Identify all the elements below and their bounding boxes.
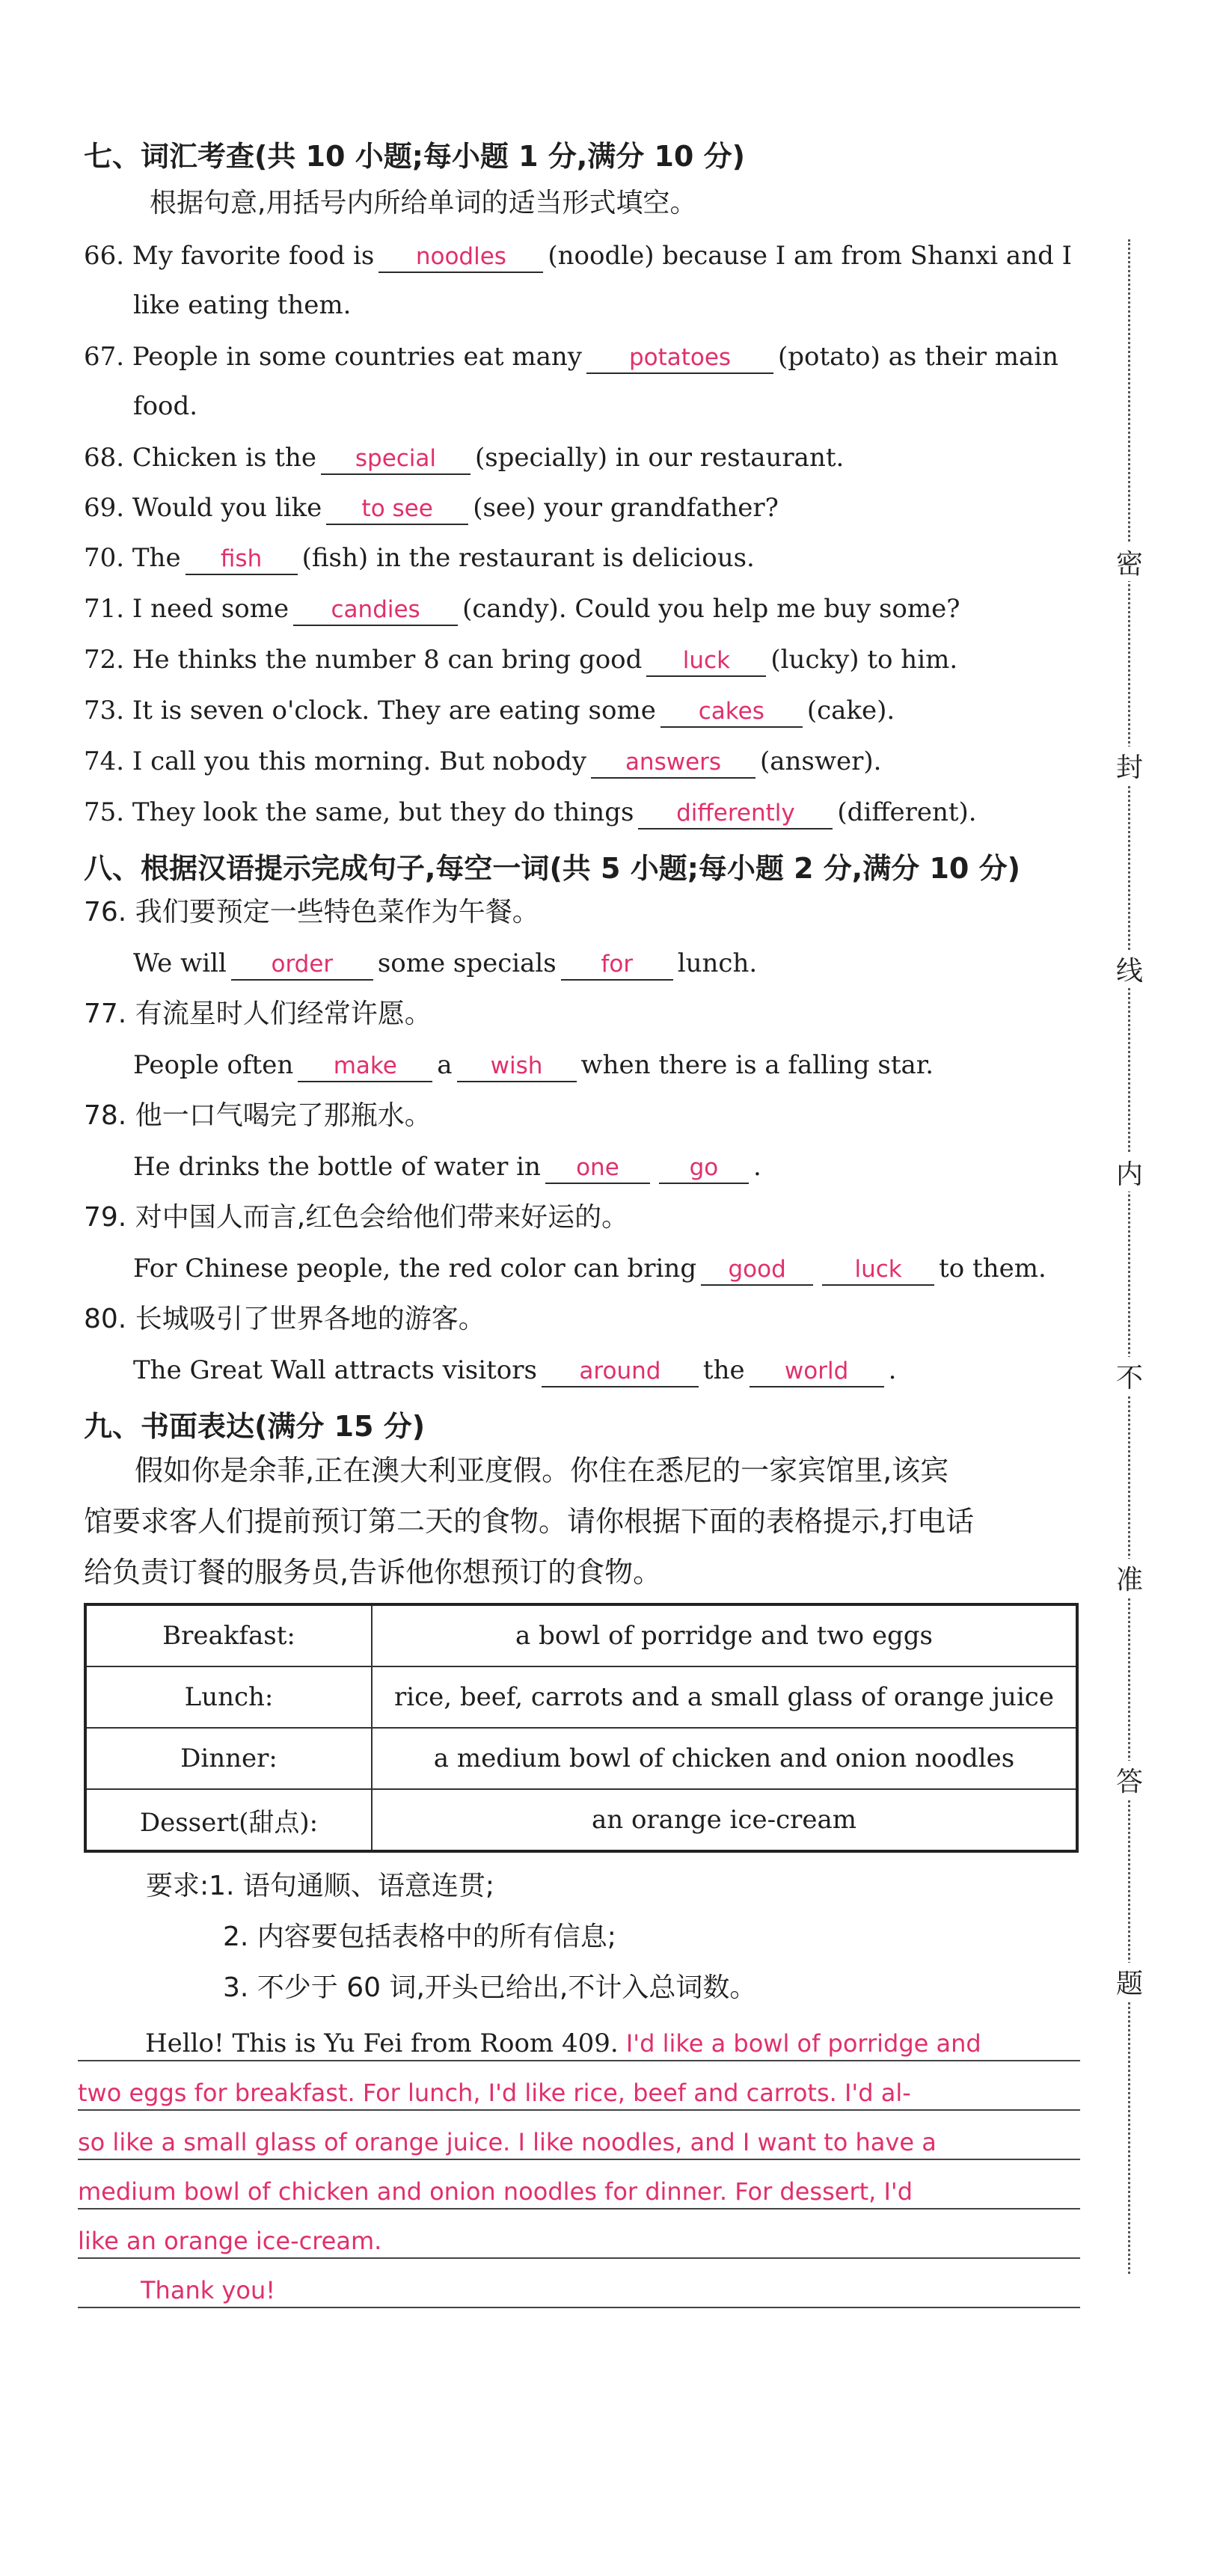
answer-77-2: wish xyxy=(457,1051,577,1082)
question-79-cn: 79. 对中国人而言,红色会给他们带来好运的。 xyxy=(84,1202,629,1233)
question-78: He drinks the bottle of water in one go . xyxy=(133,1150,761,1184)
answer-77-1: make xyxy=(298,1051,432,1082)
question-77-cn: 77. 有流星时人们经常许愿。 xyxy=(84,999,432,1029)
section-8-heading xyxy=(84,845,1020,886)
essay-line-1 xyxy=(78,2027,1080,2061)
question-79: For Chinese people, the red color can bring good luck to them. xyxy=(133,1252,1046,1286)
question-68: 68. Chicken is the special (specially) in our restaurant. xyxy=(84,441,844,475)
question-80-cn: 80. 长城吸引了世界各地的游客。 xyxy=(84,1304,485,1334)
question-66-cont: like eating them. xyxy=(133,290,352,320)
essay-line-4: medium bowl of chicken and onion noodles for dinner. For dessert, I'd xyxy=(78,2175,1080,2209)
question-71: 71. I need some candies (candy). Could you help me buy some? xyxy=(84,592,960,626)
table-row xyxy=(85,1728,1077,1789)
prompt-line-2: 馆要求客人们提前预订第二天的食物。请你根据下面的表格提示,打电话 xyxy=(84,1505,975,1538)
prompt-line-3: 给负责订餐的服务员,告诉他你想预订的食物。 xyxy=(84,1556,662,1589)
section-7-instruction: 根据句意,用括号内所给单词的适当形式填空。 xyxy=(150,188,697,218)
question-80: The Great Wall attracts visitors around the world . xyxy=(133,1354,896,1387)
table-cell-value: rice, beef, carrots and a small glass of orange juice xyxy=(372,1666,1077,1728)
answer-79-2: luck xyxy=(822,1254,934,1286)
question-77: People often make a wish when there is a falling star. xyxy=(133,1049,934,1082)
seal-char: 答 xyxy=(1113,1761,1146,1799)
answer-70: fish xyxy=(186,544,298,575)
answer-80-2: world xyxy=(750,1356,884,1387)
essay-line-6: Thank you! xyxy=(78,2274,1080,2308)
table-row xyxy=(85,1789,1077,1851)
seal-char: 内 xyxy=(1113,1153,1146,1192)
section-7-meta: (共 10 小题;每小题 1 分,满分 10 分) xyxy=(254,140,745,173)
seal-char: 题 xyxy=(1113,1963,1146,2001)
answer-79-1: good xyxy=(701,1254,813,1286)
question-70: 70. The fish (fish) in the restaurant is delicious. xyxy=(84,542,755,575)
answer-74: answers xyxy=(591,747,755,779)
question-67: 67. People in some countries eat many potatoes (potato) as their main xyxy=(84,340,1058,374)
question-76: We will order some specials for lunch. xyxy=(133,947,757,981)
answer-80-1: around xyxy=(542,1356,699,1387)
essay-line-5: like an orange ice-cream. xyxy=(78,2224,1080,2259)
question-74: 74. I call you this morning. But nobody answers (answer). xyxy=(84,745,881,779)
requirement-1: 要求:1. 语句通顺、语意连贯; xyxy=(146,1871,495,1901)
requirement-3: 3. 不少于 60 词,开头已给出,不计入总词数。 xyxy=(223,1972,757,2003)
prompt-line-1: 假如你是余菲,正在澳大利亚度假。你住在悉尼的一家宾馆里,该宾 xyxy=(135,1454,949,1487)
answer-73: cakes xyxy=(660,696,803,728)
section-9-meta: (满分 15 分) xyxy=(254,1410,426,1443)
answer-76-2: for xyxy=(561,949,673,981)
essay-start: Hello! This is Yu Fei from Room 409. xyxy=(145,2028,619,2058)
question-76-cn: 76. 我们要预定一些特色菜作为午餐。 xyxy=(84,897,539,927)
question-72: 72. He thinks the number 8 can bring good luck (lucky) to him. xyxy=(84,643,957,677)
section-7-heading xyxy=(84,133,745,174)
essay-line-3: so like a small glass of orange juice. I like noodles, and I want to have a xyxy=(78,2126,1080,2160)
answer-69: to see xyxy=(326,494,468,525)
question-69: 69. Would you like to see (see) your grandfather? xyxy=(84,491,779,525)
answer-72: luck xyxy=(646,645,766,677)
section-8-meta: (共 5 小题;每小题 2 分,满分 10 分) xyxy=(549,852,1020,885)
answer-67: potatoes xyxy=(586,343,773,374)
answer-68: special xyxy=(321,444,471,475)
section-8-title: 八、根据汉语提示完成句子,每空一词 xyxy=(84,852,550,885)
section-9-title: 九、书面表达 xyxy=(84,1410,255,1443)
answer-78-1: one xyxy=(545,1153,650,1184)
table-cell-label: Breakfast: xyxy=(85,1604,372,1666)
table-row xyxy=(85,1666,1077,1728)
section-9-heading xyxy=(84,1403,425,1444)
answer-66: noodles xyxy=(378,242,543,273)
question-75: 75. They look the same, but they do things differently (different). xyxy=(84,796,977,829)
section-7-title: 七、词汇考查 xyxy=(84,140,255,173)
table-cell-label: Dessert(甜点): xyxy=(85,1789,372,1851)
question-78-cn: 78. 他一口气喝完了那瓶水。 xyxy=(84,1100,432,1131)
seal-char: 不 xyxy=(1113,1357,1146,1395)
food-table xyxy=(84,1603,1079,1853)
table-row xyxy=(85,1604,1077,1666)
question-66: 66. My favorite food is noodles (noodle) because I am from Shanxi and I xyxy=(84,239,1072,273)
answer-75: differently xyxy=(638,798,833,829)
seal-char: 准 xyxy=(1113,1559,1146,1597)
table-cell-value: a bowl of porridge and two eggs xyxy=(372,1604,1077,1666)
question-67-cont: food. xyxy=(133,391,198,421)
seal-char: 密 xyxy=(1113,543,1146,581)
answer-76-1: order xyxy=(231,949,373,981)
table-cell-value: an orange ice-cream xyxy=(372,1789,1077,1851)
table-cell-label: Dinner: xyxy=(85,1728,372,1789)
answer-78-2: go xyxy=(659,1153,749,1184)
question-73: 73. It is seven o'clock. They are eating some cakes (cake). xyxy=(84,694,895,728)
seal-char: 封 xyxy=(1113,746,1146,785)
table-cell-label: Lunch: xyxy=(85,1666,372,1728)
table-cell-value: a medium bowl of chicken and onion noodles xyxy=(372,1728,1077,1789)
requirement-2: 2. 内容要包括表格中的所有信息; xyxy=(223,1922,616,1952)
seal-char: 线 xyxy=(1113,950,1146,988)
answer-71: candies xyxy=(293,595,458,626)
essay-line-2: two eggs for breakfast. For lunch, I'd like rice, beef and carrots. I'd al- xyxy=(78,2076,1080,2111)
essay-text-1: I'd like a bowl of porridge and xyxy=(625,2029,981,2058)
